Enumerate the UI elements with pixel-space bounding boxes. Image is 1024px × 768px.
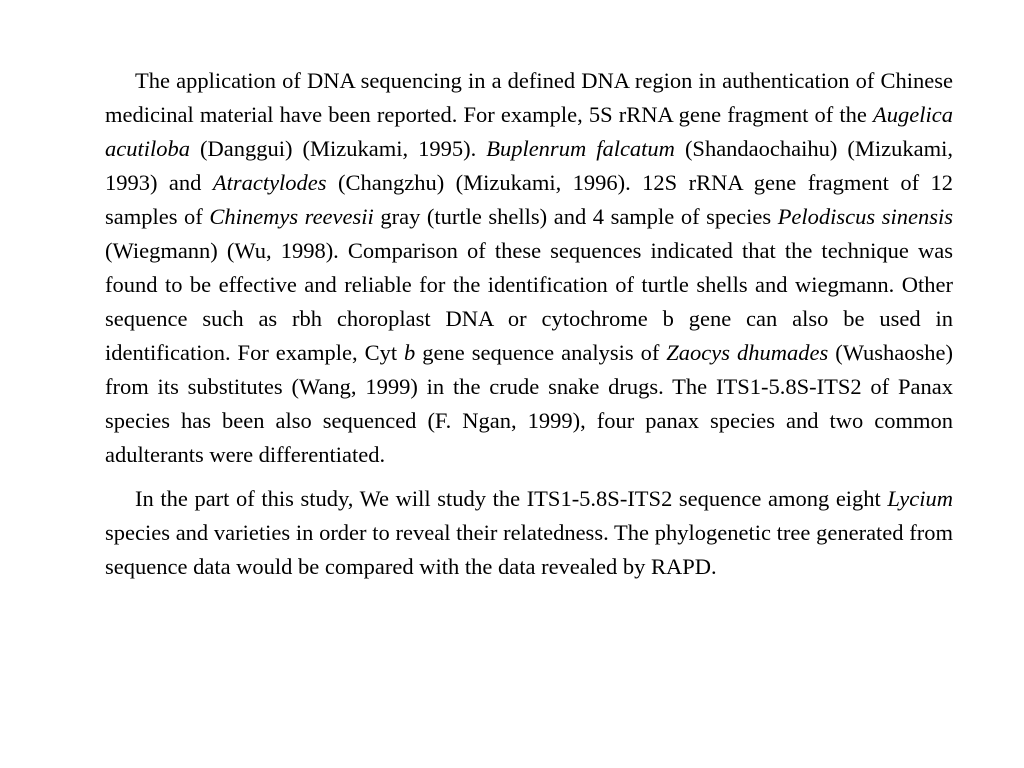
species-name: Augelica acutiloba [105,102,953,161]
species-name: Chinemys reevesii [209,204,374,229]
gene-name: b [404,340,416,365]
text-segment: In the part of this study, We will study the ITS1-5.8S-ITS2 sequence among eight [135,486,888,511]
text-segment: species and varieties in order to reveal their relatedness. The phylogenetic tree generated from sequence data would be compared with the data revealed by RAPD. [105,520,953,579]
species-name: Pelodiscus sinensis [777,204,953,229]
species-name: Zaocys dhumades [666,340,829,365]
species-name: Buplenrum falcatum [486,136,675,161]
text-segment: gray (turtle shells) and 4 sample of species [373,204,778,229]
text-segment: gene sequence analysis of [415,340,667,365]
paragraph-dna-sequencing-review [105,64,953,472]
text-segment: (Wiegmann) (Wu, 1998). Comparison of these sequences indicated that the technique was found to be effective and reliable for the identification of turtle shells and wiegmann. Other sequence such as rbh choroplast DNA or cytochrome b gene can also be used in identification. For example, Cyt [105,238,953,365]
text-segment: (Danggui) (Mizukami, 1995). [190,136,487,161]
text-segment: (Shandaochaihu) (Mizukami, 1993) and [105,136,953,195]
text-segment: The application of DNA sequencing in a defined DNA region in authentication of Chinese medicinal material have been reported. For example, 5S rRNA gene fragment of the [105,68,953,127]
species-name: Lycium [887,486,953,511]
text-segment: (Changzhu) (Mizukami, 1996). 12S rRNA gene fragment of 12 samples of [105,170,953,229]
paragraph-study-aim [105,482,953,584]
species-name: Atractylodes [212,170,327,195]
text-segment: (Wushaoshe) from its substitutes (Wang, 1999) in the crude snake drugs. The ITS1-5.8S-ITS2 of Panax species has been also sequenced (F. Ngan, 1999), four panax species and two common adulterants were differentiated. [105,340,954,467]
document-page [105,64,953,584]
